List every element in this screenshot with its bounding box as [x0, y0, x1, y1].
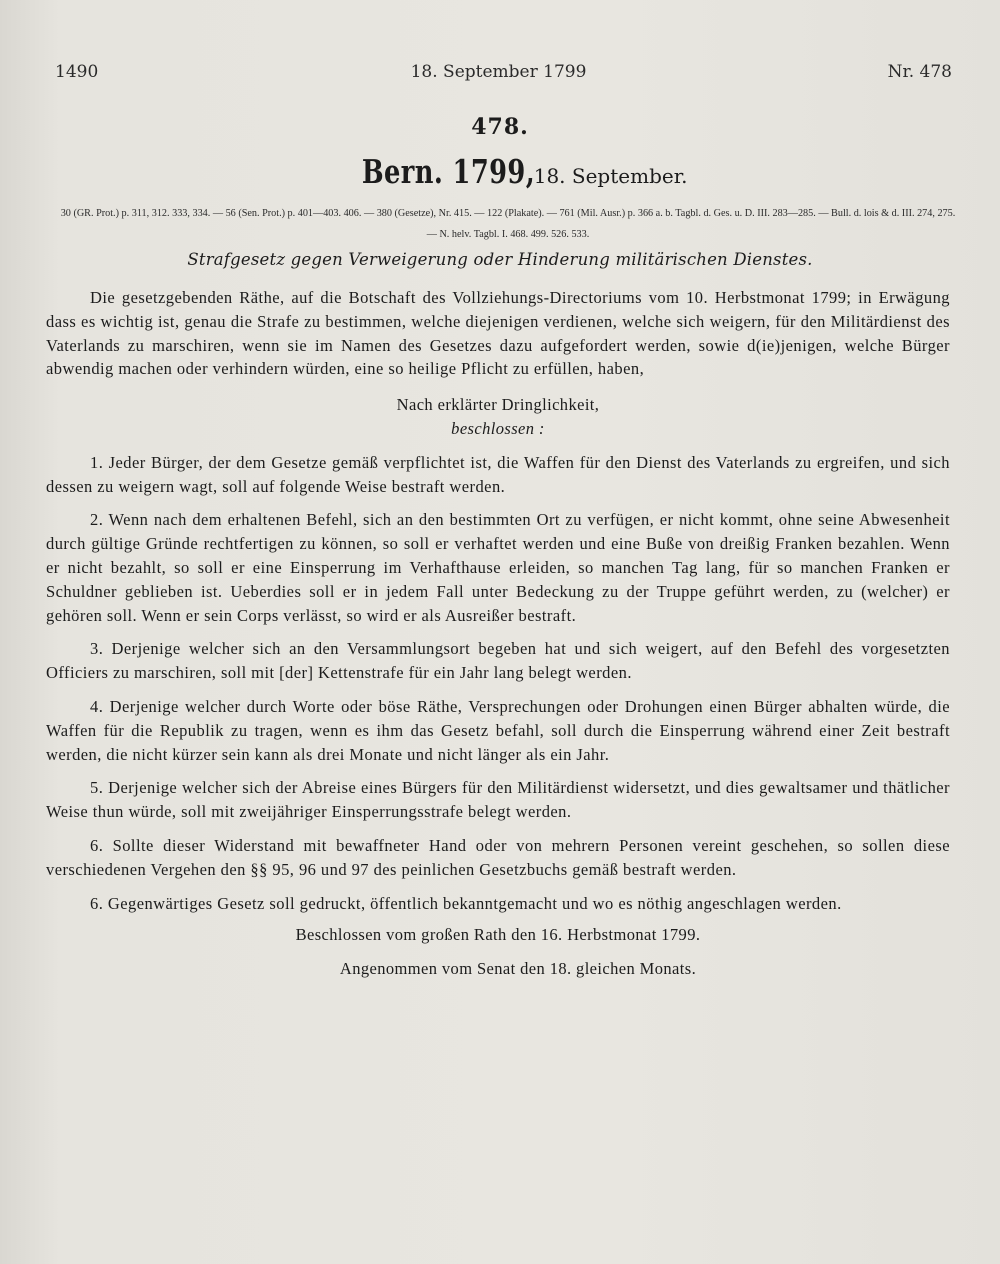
source-references: 30 (GR. Prot.) p. 311, 312. 333, 334. — 56 (Sen. Prot.) p. 401—403. 406. — 380 (Gesetze), Nr. 415. — 122 (Plakate). — 761 (Mil. Ausr.) p. 366 a. b. Tagbl. d. Ges. u. D. III. 283—285. — Bull. d. lois & d. III. 274, 275. — N. helv. Tagbl. I. 468. 499. 526. 533. [60, 208, 956, 240]
title-date: 18. September. [533, 164, 688, 188]
resolved-line: beschlossen : [451, 418, 545, 438]
closing-senate: Angenommen vom Senat den 18. gleichen Monats. [339, 959, 697, 979]
document-number: 478. [471, 114, 529, 140]
article-paragraph: 4. Derjenige welcher durch Worte oder böse Räthe, Versprechungen oder Drohungen einen Bürger abhalten würde, die Waffen für die Republik zu tragen, wenn es ihm das Gesetz befahl, soll durch die Einsperrung während einer Zeit bestraft werden, die nicht kürzer sein kann als drei Monate und nicht länger als ein Jahr. [46, 696, 950, 764]
article-paragraph: 5. Derjenige welcher sich der Abreise eines Bürgers für den Militärdienst widersetzt, und dies gewaltsamer und thätlicher Weise thun würde, soll mit zweijähriger Einsperrungsstrafe belegt werden. [46, 778, 950, 822]
document-body [46, 286, 950, 981]
article-paragraph: 3. Derjenige welcher sich an den Versammlungsort begeben hat und sich weigert, auf den Befehl des vorgesetzten Officiers zu marschiren, soll mit [der] Kettenstrafe für ein Jahr lang belegt werden. [46, 639, 950, 683]
header-date: 18. September 1799 [410, 62, 587, 82]
issue-number: Nr. 478 [887, 62, 952, 82]
preamble-paragraph: Die gesetzgebenden Räthe, auf die Botschaft des Vollziehungs-Directoriums vom 10. Herbstmonat 1799; in Erwägung dass es wichtig ist, genau die Strafe zu bestimmen, welche diejenigen verdienen, welche sich weigern, für den Militärdienst des Vaterlands zu marschiren, wenn sie im Namen des Gesetzes dazu aufgefordert werden, sowie d(ie)jenigen, welche Bürger abwendig machen oder verhindern würden, eine so heilige Pflicht zu erfüllen, haben, [46, 288, 950, 379]
closing-great-council: Beschlossen vom großen Rath den 16. Herbstmonat 1799. [295, 925, 701, 945]
urgency-line: Nach erklärter Dringlichkeit, [396, 395, 600, 415]
title-place-year: Bern. 1799, [361, 152, 535, 191]
article-paragraph: 2. Wenn nach dem erhaltenen Befehl, sich an den bestimmten Ort zu verfügen, er nicht kommt, ohne seine Abwesenheit durch gültige Gründe rechtfertigen zu können, so soll er verhaftet werden und eine Buße von dreißig Franken bezahlen. Wenn er nicht bezahlt, so soll er eine Einsperrung im Verhafthause erleiden, so manchen Tag lang, für so manchen Franken er Schuldner geblieben ist. Ueberdies soll er in jedem Fall unter Bedeckung zu der Truppe geführt werden, zu (welcher) er gehören soll. Wenn er sein Corps verlässt, so wird er als Ausreißer bestraft. [46, 510, 950, 625]
page-number: 1490 [55, 62, 99, 82]
document-title [0, 152, 1000, 191]
page-header [45, 62, 952, 88]
article-paragraph: 6. Sollte dieser Widerstand mit bewaffneter Hand oder von mehrern Personen vereint geschehen, so sollen diese verschiedenen Vergehen den §§ 95, 96 und 97 des peinlichen Gesetzbuchs gemäß bestraft werden. [46, 835, 950, 879]
article-paragraph: 6. Gegenwärtiges Gesetz soll gedruckt, öffentlich bekanntgemacht und wo es nöthig angeschlagen werden. [90, 893, 842, 913]
document-subtitle: Strafgesetz gegen Verweigerung oder Hinderung militärischen Dienstes. [187, 250, 813, 269]
article-paragraph: 1. Jeder Bürger, der dem Gesetze gemäß verpflichtet ist, die Waffen für den Dienst des Vaterlands zu ergreifen, und sich dessen zu weigern wagt, soll auf folgende Weise bestraft werden. [46, 452, 950, 496]
